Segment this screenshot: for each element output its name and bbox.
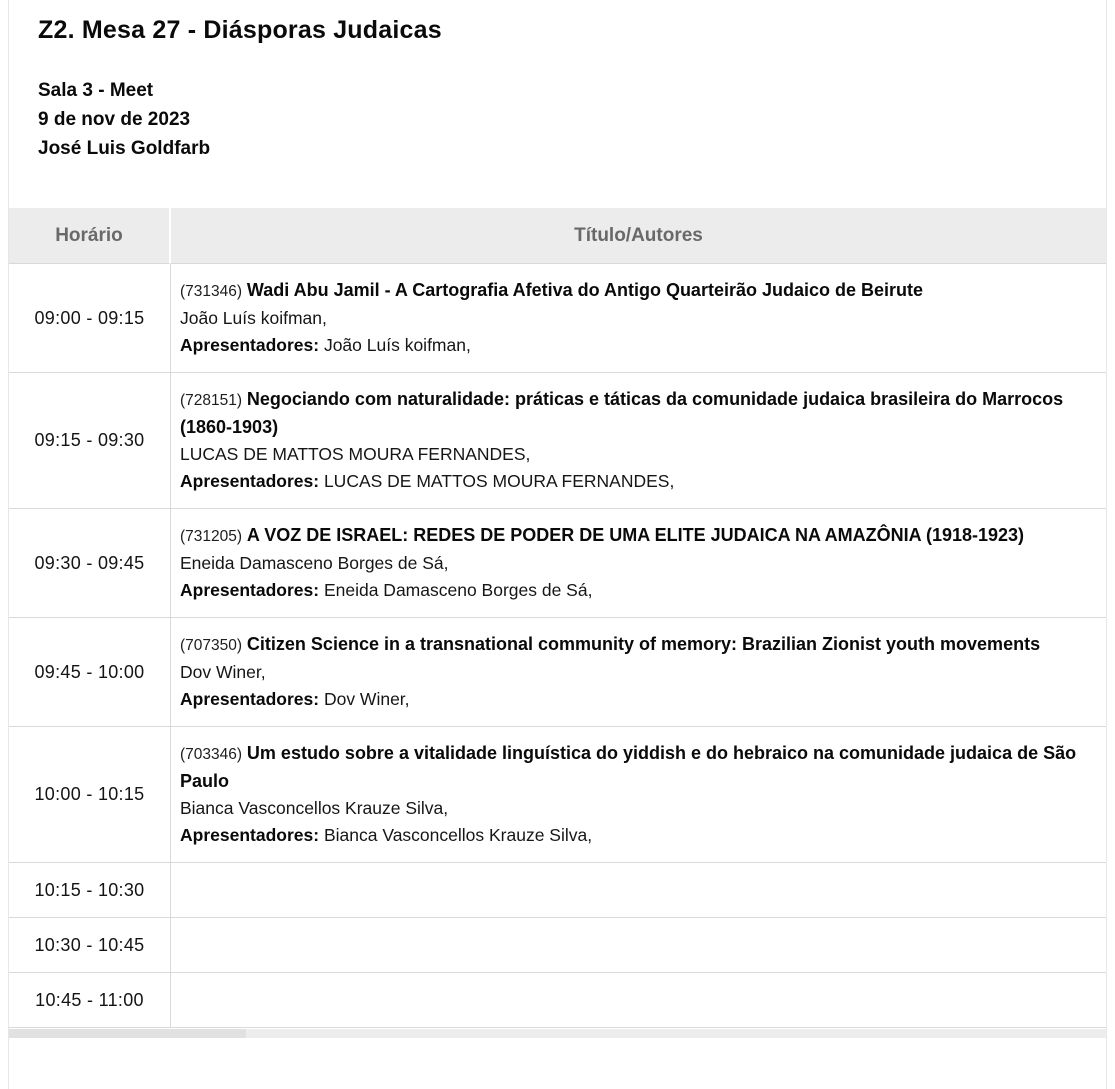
authors-line: Dov Winer, (180, 662, 266, 682)
presenters-line (180, 686, 1086, 713)
time-cell: 10:15 - 10:30 (9, 863, 171, 918)
schedule-table (9, 208, 1106, 1028)
presenters-line (180, 468, 1086, 495)
paper-code: (731205) (180, 528, 243, 545)
paper-cell (171, 727, 1106, 863)
authors-line: Bianca Vasconcellos Krauze Silva, (180, 798, 449, 818)
presenters-label: Apresentadores: (180, 825, 320, 845)
presenters-label: Apresentadores: (180, 580, 320, 600)
table-row (9, 373, 1106, 509)
session-date: 9 de nov de 2023 (38, 109, 191, 130)
column-header-titulo-autores: Título/Autores (171, 208, 1106, 264)
presenters-names: João Luís koifman, (323, 335, 471, 355)
presenters-line (180, 822, 1086, 849)
authors-line: João Luís koifman, (180, 308, 327, 328)
session-coordinator: José Luis Goldfarb (38, 138, 211, 159)
page-title: Z2. Mesa 27 - Diásporas Judaicas (38, 16, 442, 44)
paper-cell (171, 618, 1106, 727)
presenters-label: Apresentadores: (180, 335, 320, 355)
table-header (9, 208, 1106, 264)
horizontal-scrollbar[interactable] (9, 1029, 1106, 1038)
time-cell: 09:15 - 09:30 (9, 373, 171, 509)
presenters-names: LUCAS DE MATTOS MOURA FERNANDES, (323, 471, 675, 491)
paper-code: (703346) (180, 746, 243, 763)
paper-title: Citizen Science in a transnational community of memory: Brazilian Zionist youth movements (246, 634, 1041, 654)
table-row (9, 264, 1106, 373)
time-cell: 09:30 - 09:45 (9, 509, 171, 618)
column-header-horario: Horário (9, 208, 171, 264)
paper-cell (171, 863, 1106, 918)
paper-cell (171, 373, 1106, 509)
table-row (9, 727, 1106, 863)
content-container (8, 0, 1107, 1089)
scrollbar-thumb[interactable] (9, 1029, 246, 1038)
paper-cell (171, 264, 1106, 373)
presenters-names: Eneida Damasceno Borges de Sá, (323, 580, 593, 600)
presenters-line (180, 577, 1086, 604)
time-cell: 10:45 - 11:00 (9, 973, 171, 1028)
time-cell: 09:00 - 09:15 (9, 264, 171, 373)
paper-title: Wadi Abu Jamil - A Cartografia Afetiva do Antigo Quarteirão Judaico de Beirute (246, 280, 924, 300)
presenters-label: Apresentadores: (180, 471, 320, 491)
table-row (9, 618, 1106, 727)
presenters-line (180, 332, 1086, 359)
authors-line: Eneida Damasceno Borges de Sá, (180, 553, 449, 573)
paper-title: A VOZ DE ISRAEL: REDES DE PODER DE UMA ELITE JUDAICA NA AMAZÔNIA (1918-1923) (246, 525, 1025, 545)
paper-code: (731346) (180, 283, 243, 300)
paper-code: (728151) (180, 392, 243, 409)
time-cell: 10:30 - 10:45 (9, 918, 171, 973)
paper-code: (707350) (180, 637, 243, 654)
session-header (9, 0, 1106, 163)
presenters-names: Bianca Vasconcellos Krauze Silva, (323, 825, 593, 845)
table-row (9, 973, 1106, 1028)
presenters-names: Dov Winer, (323, 689, 410, 709)
time-cell: 10:00 - 10:15 (9, 727, 171, 863)
table-row (9, 863, 1106, 918)
presenters-label: Apresentadores: (180, 689, 320, 709)
paper-title: Um estudo sobre a vitalidade linguística do yiddish e do hebraico na comunidade judaica de São Paulo (180, 743, 1077, 791)
session-meta (38, 76, 1106, 163)
table-row (9, 509, 1106, 618)
session-room: Sala 3 - Meet (38, 80, 154, 101)
paper-cell (171, 918, 1106, 973)
authors-line: LUCAS DE MATTOS MOURA FERNANDES, (180, 444, 531, 464)
table-row (9, 918, 1106, 973)
paper-cell (171, 509, 1106, 618)
time-cell: 09:45 - 10:00 (9, 618, 171, 727)
paper-title: Negociando com naturalidade: práticas e táticas da comunidade judaica brasileira do Marrocos (1860-1903) (180, 389, 1064, 437)
paper-cell (171, 973, 1106, 1028)
